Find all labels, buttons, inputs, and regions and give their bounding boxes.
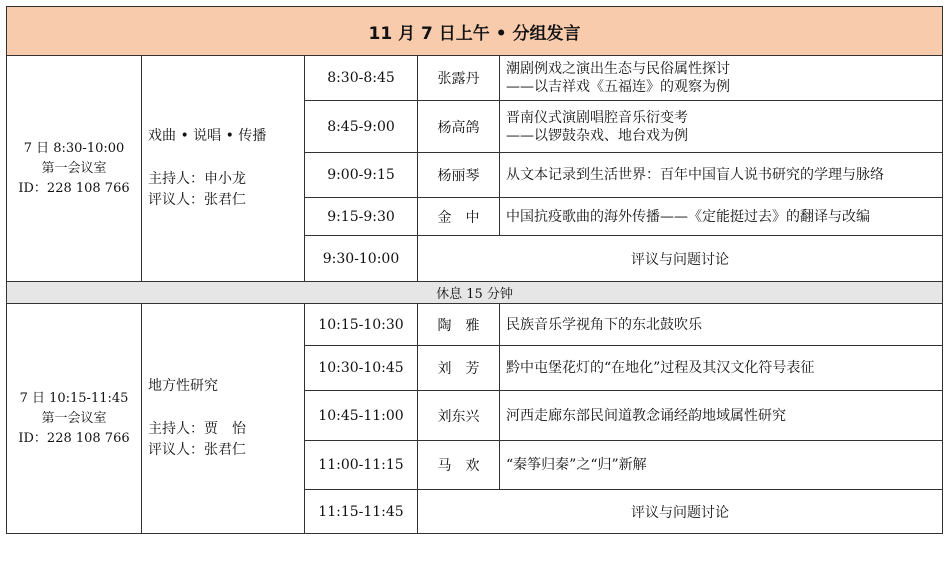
talk-topic-line1: “秦筝归秦”之“归”新解 <box>506 457 647 473</box>
session-2-reviewer: 评议人：张君仁 <box>148 442 246 458</box>
talk-topic-line2: ——以锣鼓杂戏、地台戏为例 <box>506 127 688 144</box>
talk-topic <box>500 153 943 198</box>
talk-topic-line1: 从文本记录到生活世界：百年中国盲人说书研究的学理与脉络 <box>506 167 884 183</box>
session-1-info <box>7 56 142 282</box>
talk-speaker: 马 欢 <box>418 441 500 490</box>
talk-topic-line1: 晋南仪式演剧唱腔音乐衍变考 <box>506 109 688 126</box>
talk-topic <box>500 304 943 346</box>
break-text: 休息 15 分钟 <box>7 282 943 304</box>
discussion-label: 评议与问题讨论 <box>418 236 943 282</box>
session-1-theme-cell <box>142 56 305 282</box>
talk-topic <box>500 101 943 153</box>
talk-time: 8:30-8:45 <box>305 56 418 101</box>
talk-time: 10:45-11:00 <box>305 391 418 441</box>
talk-speaker: 陶 雅 <box>418 304 500 346</box>
session-1-meeting-id: ID：228 108 766 <box>18 180 130 196</box>
talk-topic <box>500 198 943 236</box>
talk-speaker: 刘 芳 <box>418 346 500 391</box>
talk-topic <box>500 346 943 391</box>
talk-topic-line1: 潮剧例戏之演出生态与民俗属性探讨 <box>506 61 730 77</box>
schedule-table <box>6 6 943 534</box>
session-2-theme-cell <box>142 304 305 534</box>
talk-topic-line1: 中国抗疫歌曲的海外传播——《定能挺过去》的翻译与改编 <box>506 208 870 225</box>
table-row <box>7 304 943 346</box>
talk-speaker: 金 中 <box>418 198 500 236</box>
talk-speaker: 张露丹 <box>418 56 500 101</box>
session-2-theme: 地方性研究 <box>148 378 218 394</box>
session-2-when: 7 日 10:15-11:45 <box>19 390 129 406</box>
session-2-room: 第一会议室 <box>41 410 107 426</box>
discussion-label: 评议与问题讨论 <box>418 490 943 534</box>
talk-topic-line1: 河西走廊东部民间道教念诵经韵地域属性研究 <box>506 407 786 424</box>
discussion-time: 11:15-11:45 <box>305 490 418 534</box>
talk-speaker: 刘东兴 <box>418 391 500 441</box>
talk-time: 9:00-9:15 <box>305 153 418 198</box>
talk-speaker: 杨高鸽 <box>418 101 500 153</box>
session-1-host: 主持人：申小龙 <box>148 171 246 187</box>
talk-topic-line1: 民族音乐学视角下的东北鼓吹乐 <box>506 316 702 333</box>
session-2-host: 主持人：贾 怡 <box>148 421 246 437</box>
session-2-meeting-id: ID：228 108 766 <box>18 430 130 446</box>
session-1-room: 第一会议室 <box>41 160 107 176</box>
schedule-title: 11 月 7 日上午 • 分组发言 <box>7 7 943 56</box>
talk-time: 10:30-10:45 <box>305 346 418 391</box>
title-row <box>7 7 943 56</box>
session-1-when: 7 日 8:30-10:00 <box>23 140 125 156</box>
talk-speaker: 杨丽琴 <box>418 153 500 198</box>
talk-time: 8:45-9:00 <box>305 101 418 153</box>
talk-topic <box>500 56 943 101</box>
break-row <box>7 282 943 304</box>
discussion-time: 9:30-10:00 <box>305 236 418 282</box>
talk-time: 10:15-10:30 <box>305 304 418 346</box>
table-row <box>7 56 943 101</box>
talk-topic-line1: 黔中屯堡花灯的“在地化”过程及其汉文化符号表征 <box>506 360 815 376</box>
session-2-info <box>7 304 142 534</box>
talk-topic-line2: ——以吉祥戏《五福连》的观察为例 <box>506 79 730 95</box>
session-1-reviewer: 评议人：张君仁 <box>148 192 246 208</box>
session-1-theme: 戏曲 • 说唱 • 传播 <box>148 128 267 144</box>
talk-time: 9:15-9:30 <box>305 198 418 236</box>
talk-time: 11:00-11:15 <box>305 441 418 490</box>
talk-topic <box>500 391 943 441</box>
talk-topic <box>500 441 943 490</box>
